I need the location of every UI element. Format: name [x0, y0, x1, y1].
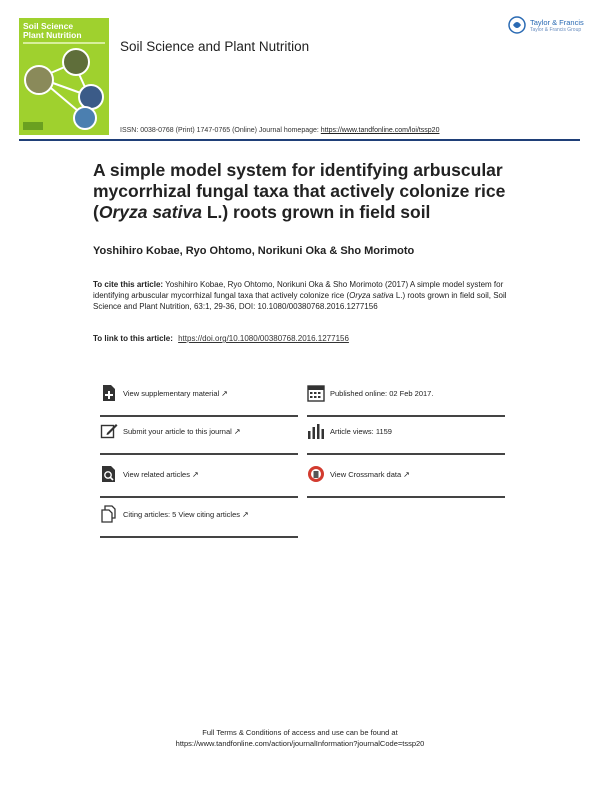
citation-text-2: L.) roots grown in field soil, Soil Science and Plant Nutrition, 63:1, 29-36, DOI: 10.1080/00380768.2016.1277156 — [93, 291, 507, 311]
submit-article[interactable] — [100, 422, 298, 456]
panel-divider — [100, 536, 298, 538]
view-supplementary-material[interactable] — [100, 384, 298, 418]
issn-line — [120, 127, 439, 134]
panel-divider — [100, 415, 298, 417]
published-online — [307, 384, 505, 418]
publisher-logo-subtext: Taylor & Francis Group — [530, 27, 582, 33]
header-rule — [19, 139, 580, 141]
panel-divider — [100, 496, 298, 498]
document-plus-icon — [100, 384, 118, 402]
journal-cover — [19, 18, 109, 135]
citation-block — [93, 279, 533, 312]
views-label: Article views: 1159 — [330, 427, 392, 436]
citation-species-name: Oryza sativa — [349, 291, 394, 300]
cover-divider — [23, 42, 105, 44]
document-search-icon — [100, 465, 118, 483]
cover-title-line2: Plant Nutrition — [23, 30, 82, 40]
cover-title — [23, 22, 93, 40]
edit-icon — [100, 422, 118, 440]
panel-divider — [307, 496, 505, 498]
issn-text: ISSN: 0038-0768 (Print) 1747-0765 (Online) Journal homepage: — [120, 127, 319, 134]
title-line-3-pre: ( — [93, 202, 99, 222]
footer-terms-text: Full Terms & Conditions of access and use can be found at — [202, 728, 398, 737]
submit-label: Submit your article to this journal — [123, 427, 232, 436]
authors: Yoshihiro Kobae, Ryo Ohtomo, Norikuni Oka & Sho Morimoto — [93, 245, 415, 257]
copy-documents-icon — [100, 505, 118, 523]
title-line-3-post: L.) roots grown in field soil — [201, 202, 431, 222]
title-line-3 — [93, 202, 563, 223]
article-title — [93, 160, 563, 223]
citing-label: Citing articles: 5 View citing articles — [123, 510, 240, 519]
view-crossmark-data[interactable] — [307, 465, 505, 499]
panel-divider — [307, 453, 505, 455]
title-line-2: mycorrhizal fungal taxa that actively colonize rice — [93, 181, 506, 201]
calendar-icon — [307, 384, 325, 402]
external-link-icon: ↗ — [221, 389, 228, 398]
journal-name[interactable]: Soil Science and Plant Nutrition — [120, 39, 310, 54]
crossmark-icon — [307, 465, 325, 483]
published-label: Published online: 02 Feb 2017. — [330, 389, 434, 398]
title-line-1: A simple model system for identifying arbuscular — [93, 160, 503, 180]
external-link-icon: ↗ — [191, 470, 199, 479]
title-species-name: Oryza sativa — [98, 202, 202, 222]
publisher-logo-text: Taylor & Francis — [530, 18, 584, 27]
related-label: View related articles — [123, 470, 190, 479]
bar-chart-icon — [307, 422, 325, 440]
supplementary-label: View supplementary material — [123, 389, 220, 398]
panel-divider — [307, 415, 505, 417]
cover-title-line1: Soil Science — [23, 21, 74, 31]
footer-terms-link[interactable]: https://www.tandfonline.com/action/journalInformation?journalCode=tssp20 — [175, 739, 425, 748]
view-related-articles[interactable] — [100, 465, 298, 499]
journal-homepage-link[interactable]: https://www.tandfonline.com/loi/tssp20 — [320, 127, 440, 134]
article-link-line — [93, 334, 349, 343]
external-link-icon: ↗ — [242, 510, 249, 519]
article-doi-link[interactable]: https://doi.org/10.1080/00380768.2016.1277156 — [178, 334, 349, 343]
external-link-icon: ↗ — [233, 427, 241, 436]
footer — [0, 727, 600, 749]
panel-divider — [100, 453, 298, 455]
publisher-logo-icon — [508, 16, 526, 34]
citation-text-1: Yoshihiro Kobae, Ryo Ohtomo, Norikuni Oka & Sho Morimoto (2017) A simple model system for identifying arbuscular mycorrhizal fungal taxa that actively colonize rice ( — [93, 280, 504, 300]
article-link-label: To link to this article: — [93, 334, 173, 343]
citation-label: To cite this article: — [93, 280, 164, 289]
publisher-logo[interactable] — [508, 16, 584, 38]
article-views — [307, 422, 505, 456]
external-link-icon: ↗ — [403, 470, 410, 479]
citing-articles[interactable] — [100, 505, 298, 539]
crossmark-label: View Crossmark data — [330, 470, 402, 479]
